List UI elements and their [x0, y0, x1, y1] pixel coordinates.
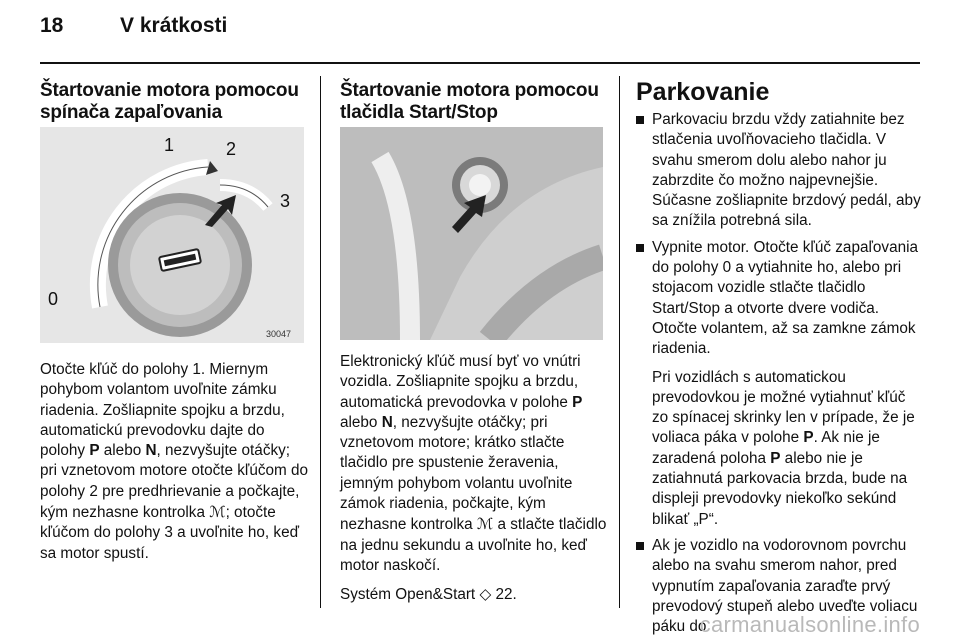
bullet-square-icon [636, 244, 644, 252]
gear-n: N [145, 442, 157, 460]
list-item [636, 238, 924, 530]
column-start-stop [340, 80, 608, 124]
text-run: , nezvyšujte otáčky; pri vznetovom motore otočte kľúčom do polohy 2 pre predhrievanie a počkajte, kým nezhasne kontrolka [40, 442, 309, 522]
page-number: 18 [40, 14, 64, 37]
position-label-1: 1 [164, 135, 175, 155]
column-divider-1 [320, 76, 321, 608]
watermark: carmanualsonline.info [699, 612, 920, 637]
text-run: alebo [99, 442, 146, 460]
text-run: , nezvyšujte otáčky; pri vznetovom motore; krátko stlačte tlačidlo pre spustenie žeravenia, jemným pohybom volantu uvoľnite zámok riadenia, počkajte, kým nezhasne kontrolka [340, 413, 573, 534]
figure-code: 30047 [266, 329, 292, 339]
section-heading-ignition: Štartovanie motora pomocou spínača zapaľovania [40, 80, 299, 123]
start-stop-illustration [340, 127, 603, 340]
text-run: Otočte kľúč do polohy 1. Miernym pohybom volantom uvoľnite zámku riadenia. Zošliapnite spojku a brzdu, automatickú prevodovku dajte do polohy [40, 361, 285, 460]
glow-plug-icon: ℳ [476, 515, 494, 534]
section-heading-parking: Parkovanie [636, 78, 770, 106]
automatic-transmission-note [652, 368, 924, 530]
xref-page: 22. [491, 586, 517, 604]
column-divider-2 [619, 76, 620, 608]
gear-p: P [770, 449, 781, 467]
gear-p: P [803, 429, 814, 447]
bullet-square-icon [636, 542, 644, 550]
ignition-paragraph [40, 360, 310, 564]
text-run: alebo nie je zatiahnutá parkovacia brzda, bude na displeji prevodovky niekoľko sekúnd blikať „P“. [652, 449, 908, 528]
list-item-text: Vypnite motor. Otočte kľúč zapaľovania do polohy 0 a vytiahnite ho, alebo pri stojacom vozidle stlačte tlačidlo Start/Stop a otvorte dvere vodiča. Otočte volantem, až sa zamkne zámok riadenia. [652, 238, 918, 358]
text-run: alebo [340, 413, 382, 431]
bullet-square-icon [636, 116, 644, 124]
list-item [636, 110, 924, 232]
list-item-text: Ak je vozidlo na vodorovnom povrchu alebo na svahu smerom nahor, pred vypnutím zapaľovania zaraďte prvý prevodový stupeň alebo uveďte voliacu páku do [652, 536, 918, 636]
xref-text: Systém Open&Start [340, 586, 480, 604]
position-label-0: 0 [48, 289, 59, 309]
column-ignition-key [40, 80, 308, 124]
text-run: Pri vozidlách s automatickou prevodovkou je možné vytiahnuť kľúč zo spínacej skrinky len v prípade, že je voliaca páka v polohe [652, 368, 915, 447]
position-label-2: 2 [226, 139, 237, 159]
start-button-face [469, 174, 491, 196]
text-run: a stlačte tlačidlo na jednu sekundu a uvoľnite ho, keď motor naskočí. [340, 516, 607, 574]
page-reference-icon: ◇ [479, 585, 492, 604]
gear-n: N [381, 413, 393, 431]
cross-reference [340, 584, 608, 605]
ignition-switch-figure [40, 127, 304, 343]
header-rule [40, 62, 920, 64]
ignition-switch-illustration [40, 127, 304, 343]
section-heading-start-stop: Štartovanie motora pomocou tlačidla Start/Stop [340, 80, 599, 123]
ignition-instructions [40, 360, 310, 564]
start-stop-paragraph [340, 352, 608, 576]
gear-p: P [572, 393, 583, 411]
start-stop-instructions [340, 352, 608, 606]
text-run: ; otočte kľúčom do polohy 3 a uvoľnite ho, keď sa motor spustí. [40, 504, 299, 562]
column-parking [636, 78, 924, 637]
list-item-text: Parkovaciu brzdu vždy zatiahnite bez stlačenia uvoľňovacieho tlačidla. V svahu smerom dolu alebo nahor ju zabrzdite čo možno najpevnejšie. Súčasne zošliapnite brzdový pedál, aby sa znížila potrebná sila. [652, 111, 921, 230]
parking-list [636, 110, 924, 637]
glow-plug-icon: ℳ [209, 503, 226, 522]
start-stop-figure [340, 127, 603, 340]
position-label-3: 3 [280, 191, 291, 211]
page-title: V krátkosti [120, 14, 228, 37]
gear-p: P [89, 442, 100, 460]
text-run: Elektronický kľúč musí byť vo vnútri vozidla. Zošliapnite spojku a brzdu, automatická prevodovka v polohe [340, 353, 581, 411]
text-run: . Ak nie je zaradená poloha [652, 429, 880, 467]
